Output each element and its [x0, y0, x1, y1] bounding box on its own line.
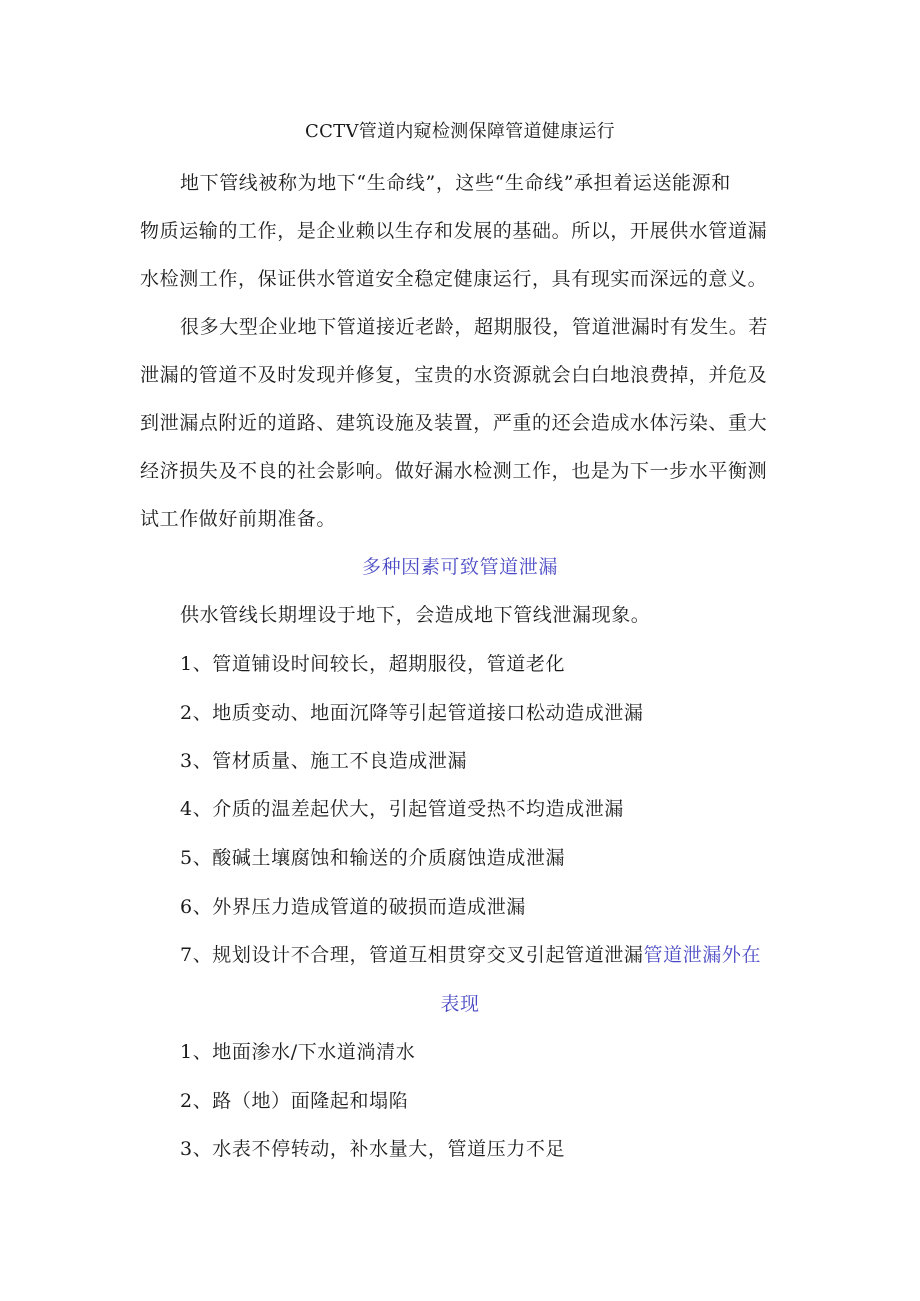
section-heading-signs: 管道泄漏外在	[643, 944, 762, 966]
intro-line-1: 地下管线被称为地下“生命线”，这些“生命线”承担着运送能源和	[180, 172, 731, 194]
sign-item: 3、水表不停转动，补水量大，管道压力不足	[180, 1138, 566, 1160]
intro-line-3: 水检测工作，保证供水管道安全稳定健康运行，具有现实而深远的意义。	[140, 268, 768, 290]
section-heading-causes: 多种因素可致管道泄漏	[361, 556, 558, 578]
cause-item: 1、管道铺设时间较长，超期服役，管道老化	[180, 653, 566, 675]
cause-item: 2、地质变动、地面沉降等引起管道接口松动造成泄漏	[180, 702, 644, 724]
aging-line-4: 经济损失及不良的社会影响。做好漏水检测工作，也是为下一步水平衡测	[140, 460, 768, 482]
cause-item: 4、介质的温差起伏大，引起管道受热不均造成泄漏	[180, 798, 624, 820]
cause-item: 7、规划设计不合理，管道互相贯穿交叉引起管道泄漏	[180, 944, 644, 966]
cause-item: 3、管材质量、施工不良造成泄漏	[180, 750, 468, 772]
sign-item: 1、地面渗水/下水道淌清水	[180, 1041, 416, 1063]
aging-line-1: 很多大型企业地下管道接近老龄，超期服役，管道泄漏时有发生。若	[180, 316, 769, 338]
sign-item: 2、路（地）面隆起和塌陷	[180, 1090, 409, 1112]
aging-line-2: 泄漏的管道不及时发现并修复，宝贵的水资源就会白白地浪费掉，并危及	[140, 364, 768, 386]
cause-item: 6、外界压力造成管道的破损而造成泄漏	[180, 896, 526, 918]
aging-line-3: 到泄漏点附近的道路、建筑设施及装置，严重的还会造成水体污染、重大	[140, 412, 768, 434]
aging-line-5: 试工作做好前期准备。	[140, 508, 337, 530]
section-heading-signs-wrap: 表现	[440, 993, 480, 1015]
causes-lead: 供水管线长期埋设于地下，会造成地下管线泄漏现象。	[180, 604, 651, 626]
document-title: CCTV管道内窥检测保障管道健康运行	[305, 121, 615, 142]
cause-item-with-heading	[180, 943, 761, 967]
intro-line-2: 物质运输的工作，是企业赖以生存和发展的基础。所以，开展供水管道漏	[140, 220, 768, 242]
cause-item: 5、酸碱土壤腐蚀和输送的介质腐蚀造成泄漏	[180, 847, 566, 869]
